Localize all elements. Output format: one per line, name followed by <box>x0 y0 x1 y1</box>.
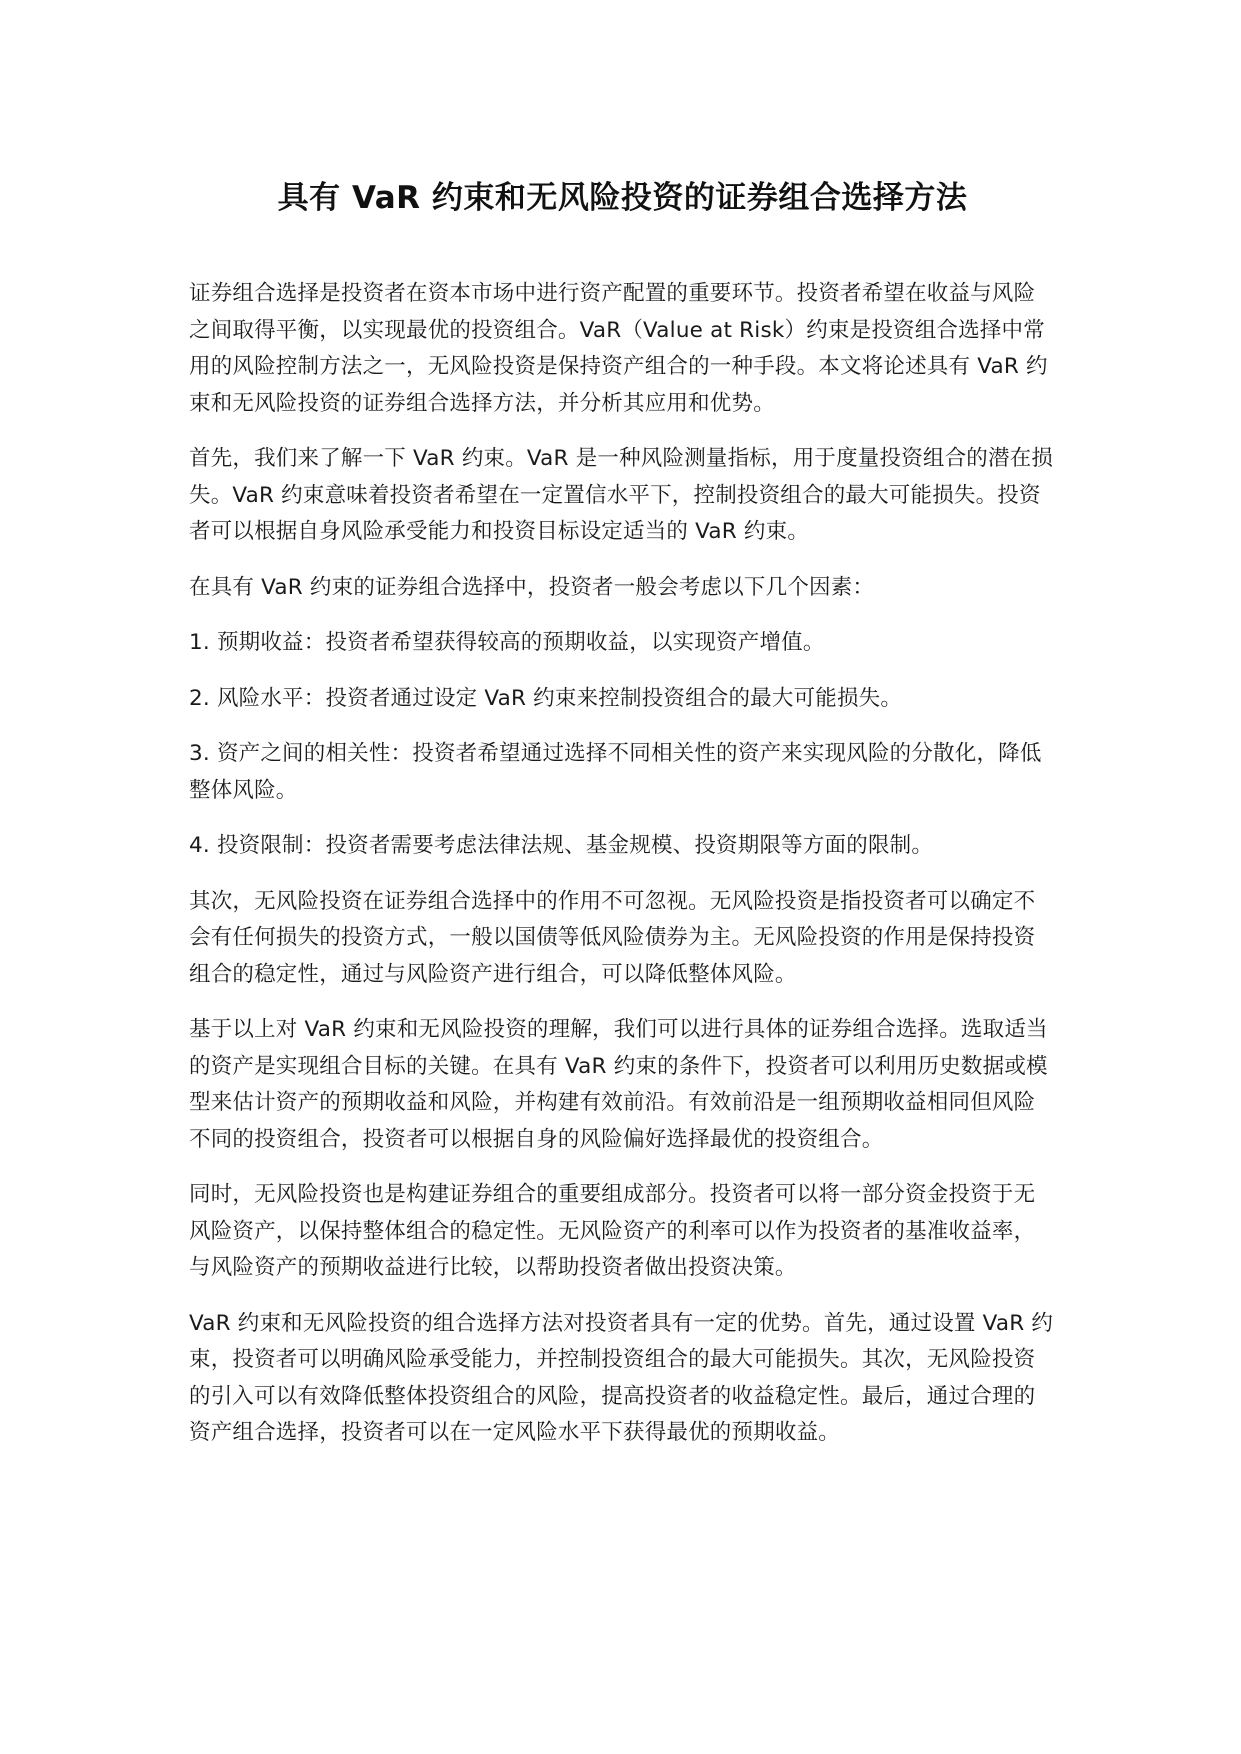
paragraph-intro: 证券组合选择是投资者在资本市场中进行资产配置的重要环节。投资者希望在收益与风险之间取得平衡，以实现最优的投资组合。VaR（Value at Risk）约束是投资组合选择中常用的风险控制方法之一，无风险投资是保持资产组合的一种手段。本文将论述具有 VaR 约束和无风险投资的证券组合选择方法，并分析其应用和优势。 <box>189 281 1048 416</box>
paragraph-advantages: VaR 约束和无风险投资的组合选择方法对投资者具有一定的优势。首先，通过设置 VaR 约束，投资者可以明确风险承受能力，并控制投资组合的最大可能损失。其次，无风险投资的引入可以有效降低整体投资组合的风险，提高投资者的收益稳定性。最后，通过合理的资产组合选择，投资者可以在一定风险水平下获得最优的预期收益。 <box>189 1310 1054 1445</box>
paragraph-risk-free-role: 其次，无风险投资在证券组合选择中的作用不可忽视。无风险投资是指投资者可以确定不会有任何损失的投资方式，一般以国债等低风险债券为主。无风险投资的作用是保持投资组合的稳定性，通过与风险资产进行组合，可以降低整体风险。 <box>189 888 1036 987</box>
paragraph-portfolio-selection: 基于以上对 VaR 约束和无风险投资的理解，我们可以进行具体的证券组合选择。选取适当的资产是实现组合目标的关键。在具有 VaR 约束的条件下，投资者可以利用历史数据或模型来估计资产的预期收益和风险，并构建有效前沿。有效前沿是一组预期收益相同但风险不同的投资组合，投资者可以根据自身的风险偏好选择最优的投资组合。 <box>189 1017 1048 1152</box>
list-item-expected-return: 1. 预期收益：投资者希望获得较高的预期收益，以实现资产增值。 <box>189 630 825 655</box>
paragraph-risk-free-component: 同时，无风险投资也是构建证券组合的重要组成部分。投资者可以将一部分资金投资于无风险资产，以保持整体组合的稳定性。无风险资产的利率可以作为投资者的基准收益率，与风险资产的预期收益进行比较，以帮助投资者做出投资决策。 <box>189 1182 1036 1280</box>
paragraph-var-definition: 首先，我们来了解一下 VaR 约束。VaR 是一种风险测量指标，用于度量投资组合的潜在损失。VaR 约束意味着投资者希望在一定置信水平下，控制投资组合的最大可能损失。投资者可以根据自身风险承受能力和投资目标设定适当的 VaR 约束。 <box>189 446 1054 544</box>
paragraph-factors-intro: 在具有 VaR 约束的证券组合选择中，投资者一般会考虑以下几个因素： <box>189 574 875 600</box>
list-item-correlation: 3. 资产之间的相关性：投资者希望通过选择不同相关性的资产来实现风险的分散化，降低整体风险。 <box>189 741 1042 803</box>
list-item-investment-limits: 4. 投资限制：投资者需要考虑法律法规、基金规模、投资期限等方面的限制。 <box>189 833 934 858</box>
document-title: 具有 VaR 约束和无风险投资的证券组合选择方法 <box>277 180 968 216</box>
list-item-risk-level: 2. 风险水平：投资者通过设定 VaR 约束来控制投资组合的最大可能损失。 <box>189 685 903 711</box>
